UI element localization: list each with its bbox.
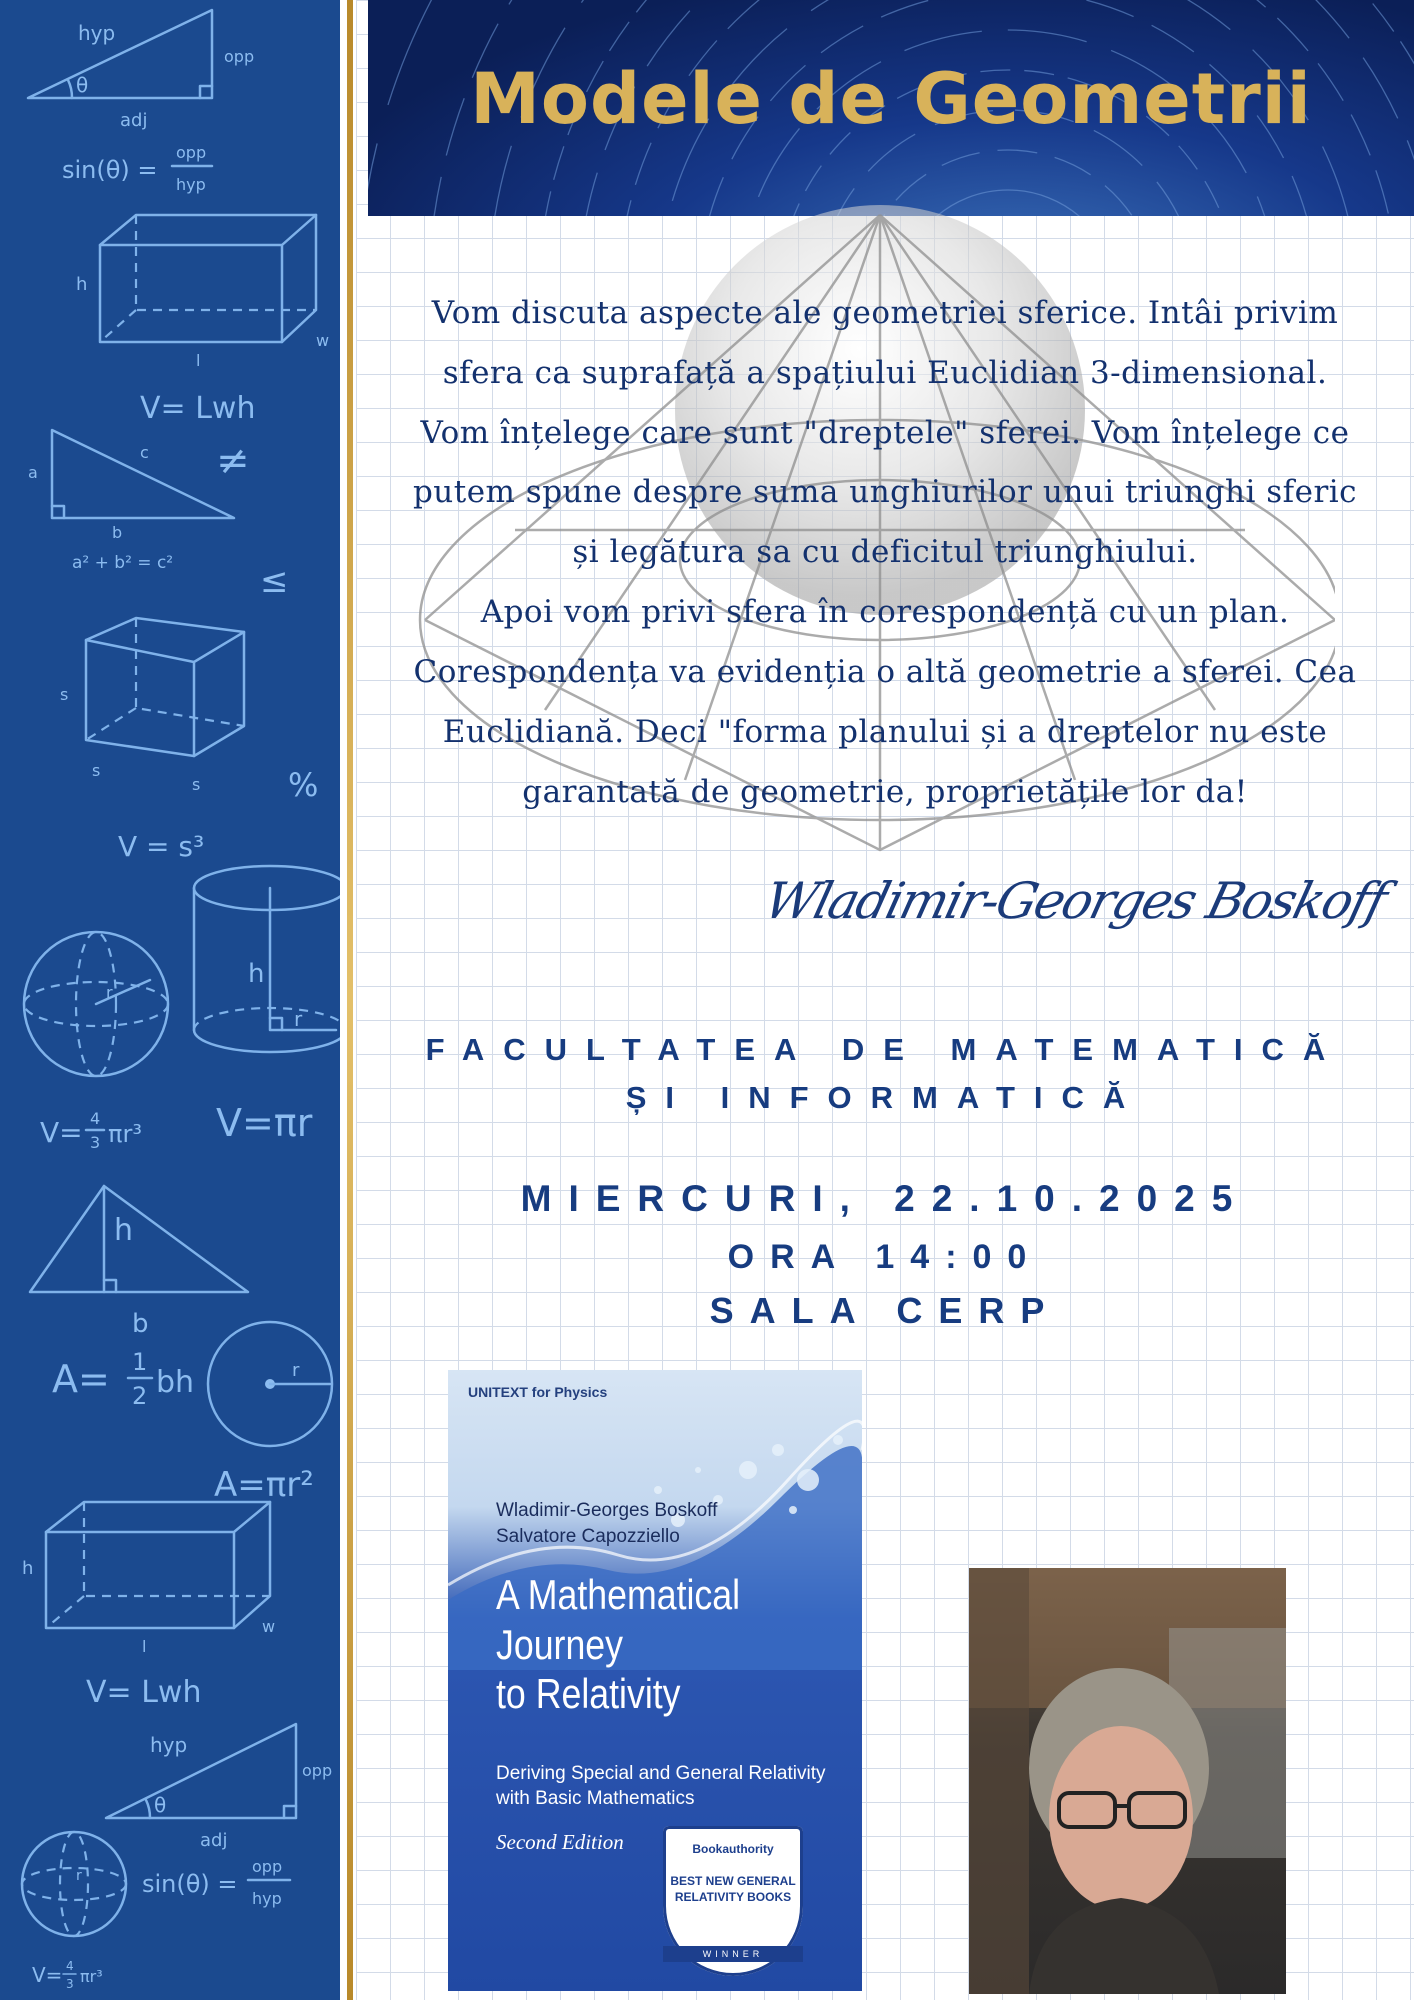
math-doodles bbox=[0, 0, 340, 2000]
area-triangle-doodle bbox=[30, 1186, 248, 1292]
book-author: Wladimir-Georges Boskoff bbox=[496, 1500, 718, 1521]
w-label: w bbox=[316, 331, 330, 350]
s-label-3: s bbox=[192, 775, 201, 794]
faculty-line-1: FACULTATEA DE MATEMATICĂ bbox=[425, 1032, 1345, 1067]
faculty-name bbox=[372, 1026, 1398, 1122]
book-series: UNITEXT for Physics bbox=[468, 1384, 608, 1400]
volume-cylinder-formula: V=πr bbox=[216, 1101, 313, 1145]
sphere2-r-label: r bbox=[76, 1868, 82, 1884]
book-subtitle-line: Deriving Special and General Relativity bbox=[496, 1763, 826, 1784]
sphere2-vol-den: 3 bbox=[66, 1977, 74, 1991]
s-label-1: s bbox=[60, 685, 69, 704]
theta-label: θ bbox=[76, 73, 89, 97]
circle-doodle bbox=[208, 1322, 332, 1446]
event-date: MIERCURI, 22.10.2025 bbox=[520, 1178, 1250, 1219]
b-label: b bbox=[112, 523, 123, 542]
l-label-2: l bbox=[142, 1637, 147, 1656]
volume-box-formula-2: V= Lwh bbox=[86, 1675, 202, 1710]
sin-numerator: opp bbox=[176, 143, 207, 162]
l-label: l bbox=[196, 351, 201, 370]
description-line: Euclidiană. Deci "forma planului și a dreptelor nu este bbox=[442, 713, 1328, 750]
event-time: ORA 14:00 bbox=[727, 1238, 1043, 1276]
opp-label-2: opp bbox=[302, 1761, 333, 1780]
hyp-label: hyp bbox=[78, 21, 116, 45]
portrait-illustration bbox=[969, 1568, 1286, 1994]
theta-label-2: θ bbox=[154, 1793, 167, 1817]
sphere-vol-rest: πr³ bbox=[108, 1120, 142, 1148]
box-doodle bbox=[100, 215, 316, 342]
badge-award-line: BEST NEW GENERAL bbox=[670, 1874, 796, 1888]
sphere-r-label: r bbox=[106, 983, 113, 1002]
box-doodle-2 bbox=[46, 1502, 270, 1628]
tri-area-den: 2 bbox=[132, 1382, 148, 1410]
tri-b-label: b bbox=[132, 1309, 149, 1339]
sphere2-vol-num: 4 bbox=[66, 1959, 74, 1973]
right-triangle-doodle bbox=[28, 10, 212, 98]
description-line: Vom discuta aspecte ale geometriei sferice. Intâi privim bbox=[431, 295, 1339, 331]
percent-symbol: % bbox=[288, 766, 319, 804]
award-badge bbox=[663, 1826, 803, 1976]
cyl-h-label: h bbox=[248, 959, 265, 989]
badge-brand: Bookauthority bbox=[692, 1842, 774, 1856]
opp-label: opp bbox=[224, 47, 255, 66]
gold-divider bbox=[347, 0, 353, 2000]
badge-award-line: RELATIVITY BOOKS bbox=[674, 1889, 792, 1904]
sin-denominator: hyp bbox=[176, 175, 206, 194]
sphere-doodle bbox=[24, 932, 168, 1076]
tri-h-label: h bbox=[114, 1213, 134, 1248]
description-line: și legătura sa cu deficitul triunghiului. bbox=[572, 534, 1198, 571]
faculty-line-2: ȘI INFORMATICĂ bbox=[625, 1080, 1145, 1116]
title-banner bbox=[368, 0, 1414, 216]
sphere-vol-den: 3 bbox=[90, 1133, 101, 1152]
h-label: h bbox=[76, 274, 88, 295]
neq-symbol: ≠ bbox=[216, 438, 250, 484]
tri-area-rest: bh bbox=[156, 1365, 195, 1400]
event-room: SALA CERP bbox=[709, 1290, 1061, 1331]
cyl-r-label: r bbox=[294, 1007, 303, 1031]
book-title bbox=[496, 1570, 794, 1719]
book-cover bbox=[448, 1370, 862, 1991]
hyp-label-2: hyp bbox=[150, 1733, 188, 1757]
c-label: c bbox=[140, 443, 149, 462]
cube-doodle bbox=[86, 618, 244, 756]
leq-symbol: ≤ bbox=[260, 561, 289, 601]
sin-formula-2: sin(θ) = bbox=[142, 1870, 238, 1898]
circle-r-label: r bbox=[292, 1360, 300, 1381]
book-title-line: to Relativity bbox=[496, 1670, 681, 1718]
description-line: Vom înțelege care sunt "dreptele" sferei. Vom înțelege ce bbox=[420, 414, 1350, 451]
badge-winner: WINNER bbox=[663, 1946, 803, 1962]
author-portrait bbox=[969, 1568, 1286, 1994]
description-line: garantată de geometrie, proprietățile lor da! bbox=[522, 773, 1248, 810]
description-text bbox=[372, 284, 1398, 822]
right-triangle-doodle-2 bbox=[106, 1724, 296, 1818]
author-signature: Wladimir-Georges Boskoff bbox=[758, 872, 1392, 930]
description-line: putem spune despre suma unghiurilor unui triunghi sferic bbox=[412, 474, 1358, 511]
volume-box-formula: V= Lwh bbox=[140, 391, 256, 426]
area-circle-formula: A=πr² bbox=[214, 1465, 314, 1505]
sin-numerator-2: opp bbox=[252, 1857, 283, 1876]
sphere2-vol-v: V= bbox=[32, 1963, 63, 1987]
book-edition: Second Edition bbox=[496, 1830, 624, 1854]
cylinder-doodle bbox=[194, 866, 340, 1052]
adj-label-2: adj bbox=[200, 1830, 228, 1851]
book-subtitle-line: with Basic Mathematics bbox=[496, 1787, 695, 1809]
badge-award bbox=[663, 1874, 803, 1905]
description-line: sfera ca suprafață a spațiului Euclidian 3-dimensional. bbox=[442, 354, 1328, 391]
s-label-2: s bbox=[92, 761, 101, 780]
adj-label: adj bbox=[120, 110, 148, 131]
a-label: a bbox=[28, 463, 38, 482]
description-line: Apoi vom privi sfera în corespondență cu un plan. bbox=[480, 594, 1290, 631]
sin-formula: sin(θ) = bbox=[62, 156, 158, 184]
book-author: Salvatore Capozziello bbox=[496, 1525, 680, 1547]
book-subtitle bbox=[496, 1762, 856, 1811]
book-title-line: Journey bbox=[496, 1620, 624, 1668]
sphere2-vol-rest: πr³ bbox=[80, 1967, 103, 1986]
description-line: Corespondența va evidenția o altă geometrie a sferei. Cea bbox=[413, 653, 1357, 690]
book-title-line: A Mathematical bbox=[496, 1571, 741, 1618]
sphere-vol-num: 4 bbox=[90, 1109, 101, 1128]
h-label-2: h bbox=[22, 1558, 34, 1579]
volume-cube-formula: V = s³ bbox=[118, 830, 205, 863]
tri-area-a: A= bbox=[52, 1357, 110, 1401]
book-authors bbox=[496, 1498, 717, 1549]
pythagoras-formula: a² + b² = c² bbox=[72, 553, 174, 573]
sin-denominator-2: hyp bbox=[252, 1889, 282, 1908]
math-sidebar bbox=[0, 0, 340, 2000]
page-title: Modele de Geometrii bbox=[470, 58, 1312, 140]
sphere-doodle-2 bbox=[22, 1832, 126, 1936]
tri-area-num: 1 bbox=[132, 1348, 148, 1376]
w-label-2: w bbox=[262, 1617, 276, 1636]
sphere-vol-v: V= bbox=[40, 1116, 83, 1149]
